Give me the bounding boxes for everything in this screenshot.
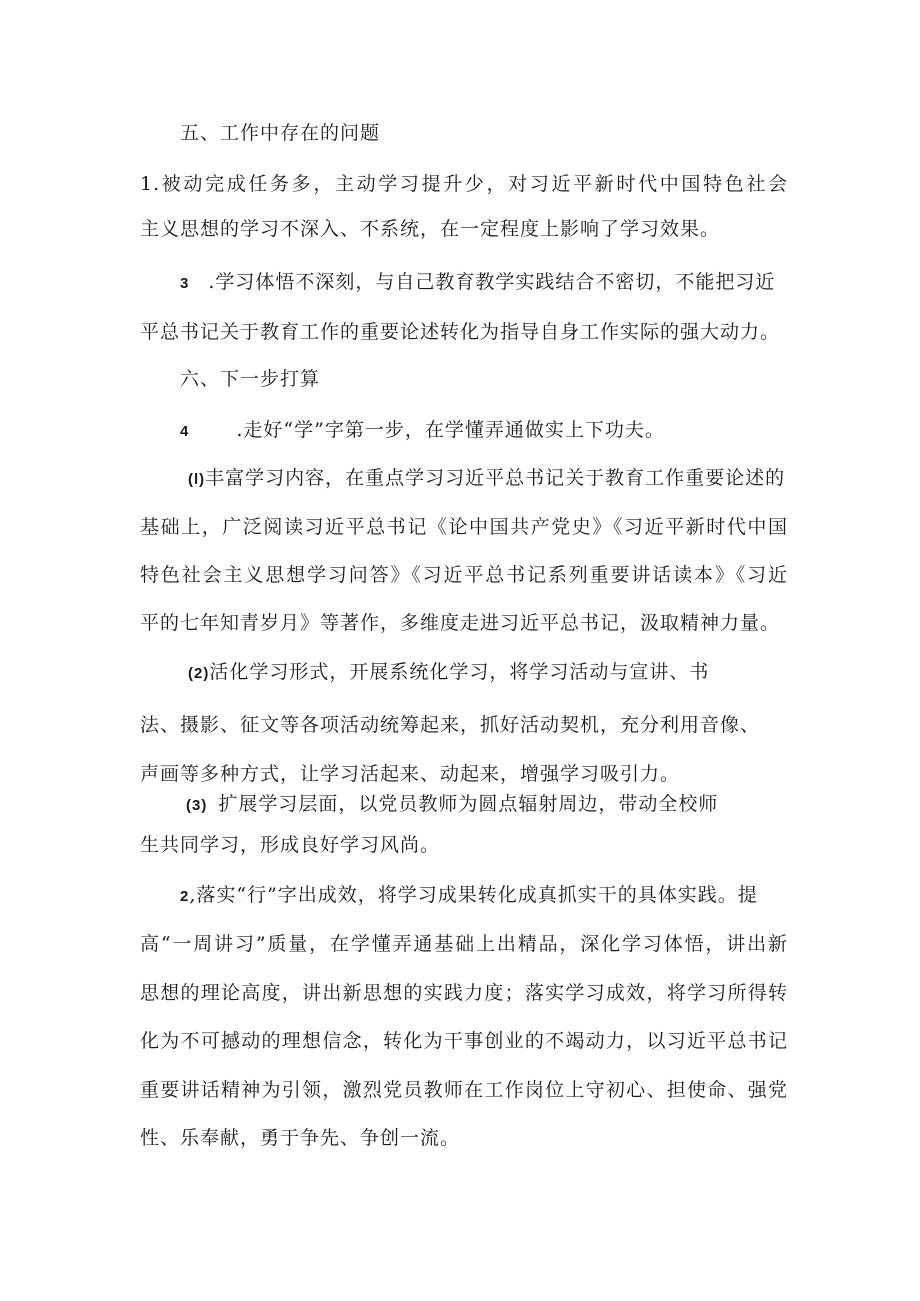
s6-sub2-line2: 法、摄影、征文等各项活动统筹起来，抓好活动契机，充分利用音像、	[140, 714, 761, 736]
s5-item2-line1	[180, 270, 828, 296]
s6-sub1-text: 丰富学习内容，在重点学习习近平总书记关于教育工作重要论述的	[205, 467, 786, 489]
section6-heading: 六、下一步打算	[180, 368, 321, 390]
s6-item2-text: ,落实“行”字出成效，将学习成果转化成真抓实干的具体实践。提	[189, 884, 758, 906]
s6-item1-number: 4	[180, 423, 190, 440]
s6-sub3-number: (3)	[186, 797, 208, 814]
section5-heading: 五、工作中存在的问题	[180, 122, 381, 144]
s6-item1-text: .走好“学”字第一步，在学懂弄通做实上下功夫。	[236, 419, 665, 441]
s5-item1-line2: 主义思想的学习不深入、不系统，在一定程度上影响了学习效果。	[140, 218, 721, 240]
s6-item2-line6: 性、乐奉献，勇于争先、争创一流。	[140, 1127, 461, 1149]
s6-item2-line1	[180, 883, 828, 909]
s5-item2-text: .学习体悟不深刻，与自己教育教学实践结合不密切，不能把习近	[208, 271, 776, 293]
s6-item2-line5: 重要讲话精神为引领，激烈党员教师在工作岗位上守初心、担使命、强党	[140, 1079, 788, 1101]
s6-sub2-number: (2)	[188, 665, 210, 682]
s6-sub3-line2: 生共同学习，形成良好学习风尚。	[140, 834, 441, 856]
s6-item1-line	[180, 418, 828, 444]
s6-sub1-line3: 特色社会主义思想学习问答》《习近平总书记系列重要讲话读本》《习近	[140, 564, 788, 586]
s5-item1-line1: 1.被动完成任务多，主动学习提升少，对习近平新时代中国特色社会	[140, 173, 788, 195]
s6-sub3-text: 扩展学习层面，以党员教师为圆点辐射周边，带动全校师	[218, 793, 719, 815]
s6-sub2-text: 活化学习形式，开展系统化学习，将学习活动与宣讲、书	[209, 661, 710, 683]
s6-sub2-line3: 声画等多种方式，让学习活起来、动起来，增强学习吸引力。	[140, 763, 681, 785]
s6-item2-number: 2	[180, 888, 190, 905]
s5-item2-number: 3	[180, 275, 190, 292]
s6-sub1-number: (l)	[188, 471, 206, 488]
s6-sub2-line1	[188, 660, 836, 686]
s6-item2-line3: 思想的理论高度，讲出新思想的实践力度；落实学习成效，将学习所得转	[140, 982, 788, 1004]
s5-item2-line2: 平总书记关于教育工作的重要论述转化为指导自身工作实际的强大动力。	[140, 321, 781, 343]
s6-item2-line2: 高“一周讲习”质量，在学懂弄通基础上出精品，深化学习体悟，讲出新	[140, 933, 788, 955]
s6-item2-line4: 化为不可撼动的理想信念，转化为干事创业的不竭动力，以习近平总书记	[140, 1030, 788, 1052]
s6-sub1-line2: 基础上，广泛阅读习近平总书记《论中国共产党史》《习近平新时代中国	[140, 516, 788, 538]
s6-sub1-line1	[188, 466, 836, 492]
s6-sub3-line1	[186, 792, 834, 818]
s6-sub1-line4: 平的七年知青岁月》等著作，多维度走进习近平总书记，汲取精神力量。	[140, 612, 781, 634]
